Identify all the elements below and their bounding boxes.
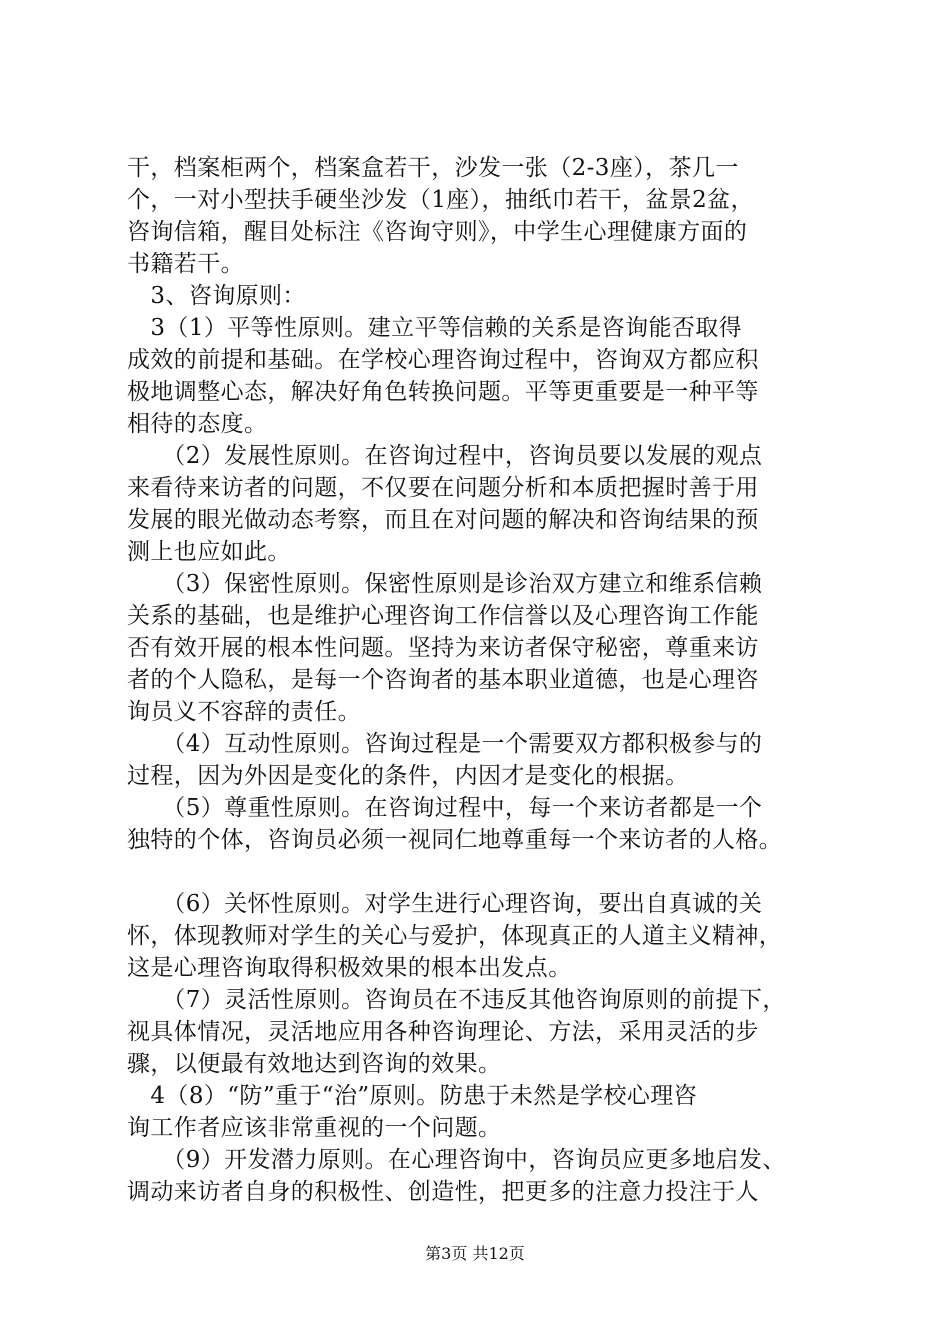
text-line: 这是心理咨询取得积极效果的根本出发点。 <box>127 955 572 981</box>
text-line: 关系的基础，也是维护心理咨询工作信誉以及心理咨询工作能 <box>127 603 759 629</box>
text-line: 来看待来访者的问题，不仅要在问题分析和本质把握时善于用 <box>127 475 759 501</box>
text-line: 骤，以便最有效地达到咨询的效果。 <box>127 1051 502 1077</box>
text-line: （5）尊重性原则。在咨询过程中，每一个来访者都是一个 <box>127 795 763 821</box>
text-line: 咨询信箱，醒目处标注《咨询守则》，中学生心理健康方面的 <box>127 219 748 245</box>
text-line: 视具体情况，灵活地应用各种咨询理论、方法，采用灵活的步 <box>127 1019 759 1045</box>
text-line: （9）开发潜力原则。在心理咨询中，咨询员应更多地启发、 <box>127 1147 786 1173</box>
text-line: 测上也应如此。 <box>127 539 291 565</box>
text-line: 3、咨询原则： <box>127 283 306 309</box>
text-line: 3（1）平等性原则。建立平等信赖的关系是咨询能否取得 <box>127 315 743 341</box>
text-line: 独特的个体，咨询员必须一视同仁地尊重每一个来访者的人格。 <box>127 827 783 853</box>
text-line: 4（8）“防”重于“治”原则。防患于未然是学校心理咨 <box>127 1083 698 1109</box>
text-line: 询员义不容辞的责任。 <box>127 699 361 725</box>
text-line: 发展的眼光做动态考察，而且在对问题的解决和咨询结果的预 <box>127 507 759 533</box>
text-line: 成效的前提和基础。在学校心理咨询过程中，咨询双方都应积 <box>127 347 759 373</box>
page-number-footer: 第3页 共12页 <box>425 1244 525 1263</box>
text-line: 书籍若干。 <box>127 251 244 277</box>
text-line: （3）保密性原则。保密性原则是诊治双方建立和维系信赖 <box>127 571 763 597</box>
text-line: 相待的态度。 <box>127 411 268 437</box>
text-line: （2）发展性原则。在咨询过程中，咨询员要以发展的观点 <box>127 443 763 469</box>
text-line: 极地调整心态，解决好角色转换问题。平等更重要是一种平等 <box>127 379 759 405</box>
text-line: （7）灵活性原则。咨询员在不违反其他咨询原则的前提下， <box>127 987 786 1013</box>
text-line: 怀，体现教师对学生的关心与爱护，体现真正的人道主义精神， <box>127 923 783 949</box>
text-line: 询工作者应该非常重视的一个问题。 <box>127 1115 502 1141</box>
text-line: 调动来访者自身的积极性、创造性，把更多的注意力投注于人 <box>127 1179 759 1205</box>
text-line: 者的个人隐私，是每一个咨询者的基本职业道德，也是心理咨 <box>127 667 759 693</box>
text-line: （6）关怀性原则。对学生进行心理咨询，要出自真诚的关 <box>127 891 763 917</box>
text-line: （4）互动性原则。咨询过程是一个需要双方都积极参与的 <box>127 731 763 757</box>
text-line: 干，档案柜两个，档案盒若干，沙发一张（2-3座），茶几一 <box>127 155 739 181</box>
text-line: 个，一对小型扶手硬坐沙发（1座），抽纸巾若干，盆景2盆， <box>127 187 754 213</box>
text-line: 过程，因为外因是变化的条件，内因才是变化的根据。 <box>127 763 689 789</box>
text-line: 否有效开展的根本性问题。坚持为来访者保守秘密，尊重来访 <box>127 635 759 661</box>
